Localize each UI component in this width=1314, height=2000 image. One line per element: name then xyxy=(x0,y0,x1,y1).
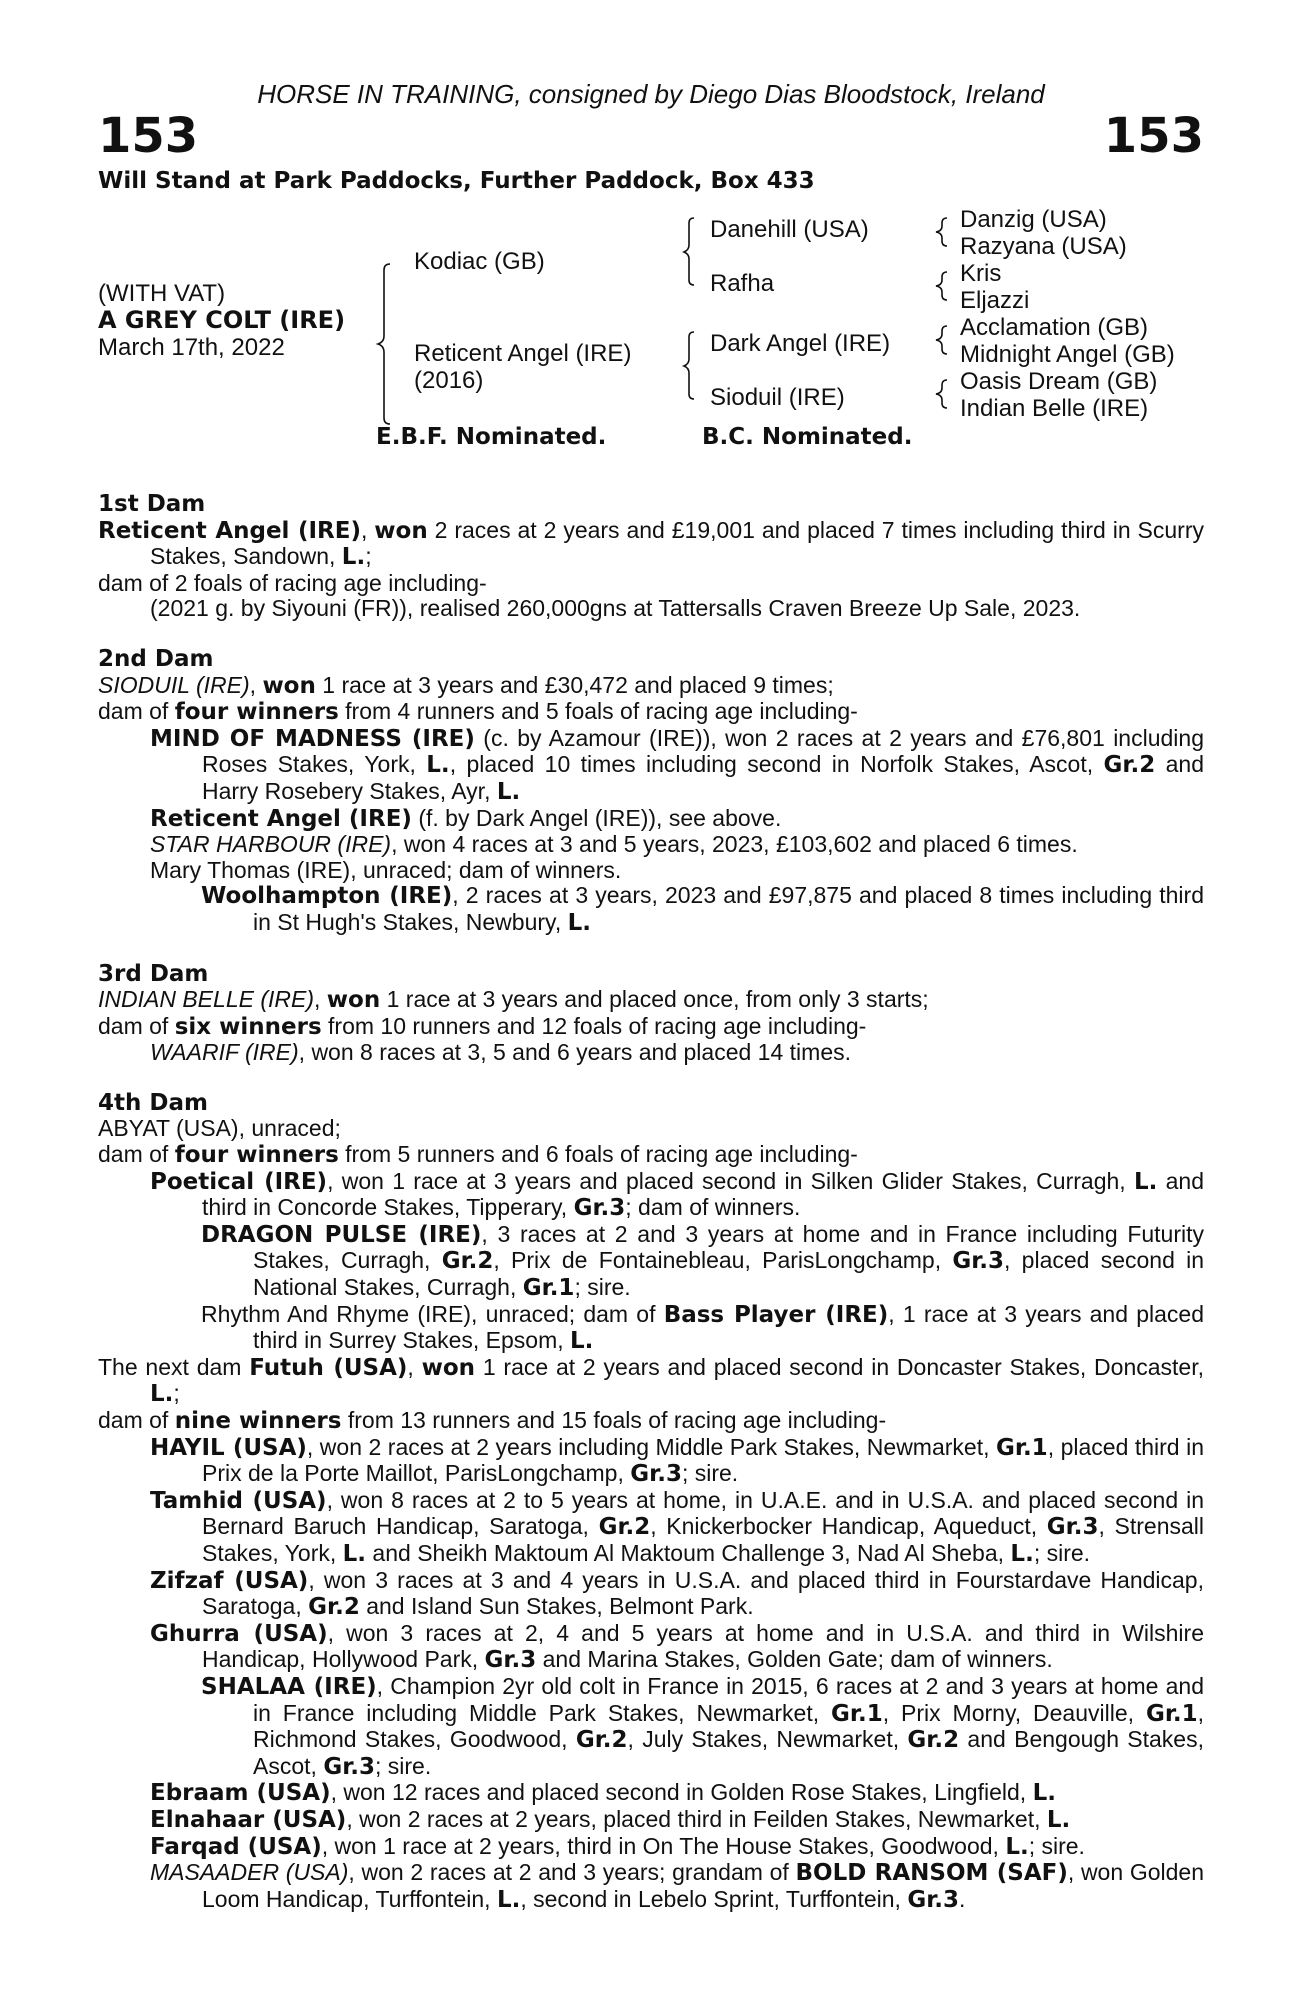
produce-item: WAARIF (IRE), won 8 races at 3, 5 and 6 years and placed 14 times. xyxy=(150,1039,851,1066)
produce-item: STAR HARBOUR (IRE), won 4 races at 3 and 5 years, 2023, £103,602 and placed 6 times. xyxy=(150,831,1078,858)
dam-dam: Sioduil (IRE) xyxy=(710,384,845,411)
granddam-4: Indian Belle (IRE) xyxy=(960,395,1149,422)
second-dam-record: SIODUIL (IRE), won 1 race at 3 years and £30,472 and placed 9 times; xyxy=(98,671,834,699)
granddam-3: Midnight Angel (GB) xyxy=(960,341,1175,368)
lot-number-right: 153 xyxy=(1103,108,1204,164)
dam-sire: Dark Angel (IRE) xyxy=(710,330,891,357)
pedigree-table xyxy=(98,196,1204,458)
second-dam-name: SIODUIL (IRE) xyxy=(98,671,250,698)
third-dam-heading: 3rd Dam xyxy=(98,960,209,987)
sire-dam: Rafha xyxy=(710,270,775,297)
vat-label: (WITH VAT) xyxy=(98,280,226,307)
produce-item: MASAADER (USA), won 2 races at 2 and 3 years; grandam of BOLD RANSOM (SAF), won Golden Loom Handicap, Turffontein, L., second in Lebelo Sprint, Turffontein, Gr.3. xyxy=(150,1859,1204,1913)
produce-item: Poetical (IRE), won 1 race at 3 years and placed second in Silken Glider Stakes, Curragh, L. and third in Concorde Stakes, Tipperary, Gr.3; dam of winners. xyxy=(150,1167,1205,1222)
granddam-1: Razyana (USA) xyxy=(960,233,1127,260)
horse-name: A GREY COLT (IRE) xyxy=(98,306,346,334)
produce-item: HAYIL (USA), won 2 races at 2 years including Middle Park Stakes, Newmarket, Gr.1, placed third in Prix de la Porte Maillot, ParisLongchamp, Gr.3; sire. xyxy=(150,1433,1205,1488)
produce-item: SHALAA (IRE), Champion 2yr old colt in France in 2015, 6 races at 2 and 3 years at home and in France including Middle Park Stakes, Newmarket, Gr.1, Prix Morny, Deauville, Gr.1, Richmond Stakes, Goodwood, Gr.2, July Stakes, Newmarket, Gr.2 and Bengough Stakes, Ascot, Gr.3; sire. xyxy=(201,1672,1205,1780)
second-dam-heading: 2nd Dam xyxy=(98,645,214,672)
first-dam-produce-item: (2021 g. by Siyouni (FR)), realised 260,000gns at Tattersalls Craven Breeze Up Sale, 2023. xyxy=(150,595,1081,622)
bc-nominated: B.C. Nominated. xyxy=(702,424,913,450)
fourth-dam-produce-summary: dam of four winners from 5 runners and 6 foals of racing age including- xyxy=(98,1141,858,1169)
catalogue-page xyxy=(98,78,1204,1913)
produce-item: Zifzaf (USA), won 3 races at 3 and 4 years in U.S.A. and placed third in Fourstardave Handicap, Saratoga, Gr.2 and Island Sun Stakes, Belmont Park. xyxy=(150,1566,1204,1621)
grandsire-3: Acclamation (GB) xyxy=(960,314,1149,341)
stabling-location: Will Stand at Park Paddocks, Further Paddock, Box 433 xyxy=(98,168,815,194)
first-dam-heading: 1st Dam xyxy=(98,491,206,517)
dam-year: (2016) xyxy=(414,367,484,394)
lot-number-left: 153 xyxy=(98,108,199,164)
produce-item: MIND OF MADNESS (IRE) (c. by Azamour (IRE)), won 2 races at 2 years and £76,801 including Roses Stakes, York, L., placed 10 times including second in Norfolk Stakes, Ascot, Gr.2 and Harry Rosebery Stakes, Ayr, L. xyxy=(150,724,1205,805)
fourth-dam-record: ABYAT (USA), unraced; xyxy=(98,1115,341,1142)
grandsire-4: Oasis Dream (GB) xyxy=(960,368,1158,395)
granddam-2: Eljazzi xyxy=(960,287,1030,314)
produce-item: Tamhid (USA), won 8 races at 2 to 5 years at home, in U.A.E. and in U.S.A. and placed second in Bernard Baruch Handicap, Saratoga, Gr.2, Knickerbocker Handicap, Aqueduct, Gr.3, Strensall Stakes, York, L. and Sheikh Maktoum Al Maktoum Challenge 3, Nad Al Sheba, L.; sire. xyxy=(150,1486,1204,1567)
first-dam-record: Reticent Angel (IRE), won 2 races at 2 years and £19,001 and placed 7 times including third in Scurry Stakes, Sandown, L.; xyxy=(98,516,1205,571)
first-dam-name: Reticent Angel (IRE) xyxy=(98,517,361,544)
ebf-nominated: E.B.F. Nominated. xyxy=(376,424,607,450)
dam-name: Reticent Angel (IRE) xyxy=(414,340,632,367)
produce-item: Elnahaar (USA), won 2 races at 2 years, placed third in Feilden Stakes, Newmarket, L. xyxy=(150,1805,1071,1833)
produce-item: Farqad (USA), won 1 race at 2 years, third in On The House Stakes, Goodwood, L.; sire. xyxy=(150,1832,1085,1860)
next-dam-produce-summary: dam of nine winners from 13 runners and 15 foals of racing age including- xyxy=(98,1407,887,1434)
sire-sire: Danehill (USA) xyxy=(710,216,869,243)
produce-item: DRAGON PULSE (IRE), 3 races at 2 and 3 years at home and in France including Futurity Stakes, Curragh, Gr.2, Prix de Fontainebleau, ParisLongchamp, Gr.3, placed second in National Stakes, Curragh, Gr.1; sire. xyxy=(201,1220,1205,1302)
lot-number-row xyxy=(98,108,1204,164)
first-dam-produce-summary: dam of 2 foals of racing age including- xyxy=(98,569,487,596)
produce-item: Woolhampton (IRE), 2 races at 3 years, 2023 and £97,875 and placed 8 times including third in St Hugh's Stakes, Newbury, L. xyxy=(201,882,1204,936)
consignment-line: HORSE IN TRAINING, consigned by Diego Dias Bloodstock, Ireland xyxy=(257,79,1045,109)
sire-name: Kodiac (GB) xyxy=(414,248,545,275)
produce-item: Mary Thomas (IRE), unraced; dam of winners. xyxy=(150,856,622,883)
third-dam-produce-summary: dam of six winners from 10 runners and 12 foals of racing age including- xyxy=(98,1012,867,1040)
produce-item: Ebraam (USA), won 12 races and placed second in Golden Rose Stakes, Lingfield, L. xyxy=(150,1779,1056,1807)
produce-item: Reticent Angel (IRE) (f. by Dark Angel (IRE)), see above. xyxy=(150,804,782,832)
produce-item: Rhythm And Rhyme (IRE), unraced; dam of Bass Player (IRE), 1 race at 3 years and placed third in Surrey Stakes, Epsom, L. xyxy=(201,1300,1205,1355)
produce-record xyxy=(98,492,1204,1913)
third-dam-record: INDIAN BELLE (IRE), won 1 race at 3 years and placed once, from only 3 starts; xyxy=(98,986,929,1014)
grandsire-2: Kris xyxy=(960,260,1002,287)
second-dam-produce-summary: dam of four winners from 4 runners and 5 foals of racing age including- xyxy=(98,698,858,726)
fourth-dam-heading: 4th Dam xyxy=(98,1089,208,1116)
grandsire-1: Danzig (USA) xyxy=(960,206,1107,233)
next-dam-record: The next dam Futuh (USA), won 1 race at 2 years and placed second in Doncaster Stakes, Doncaster, L.; xyxy=(98,1353,1204,1408)
foaling-date: March 17th, 2022 xyxy=(98,334,285,361)
produce-item: Ghurra (USA), won 3 races at 2, 4 and 5 years at home and in U.S.A. and third in Wilshire Handicap, Hollywood Park, Gr.3 and Marina Stakes, Golden Gate; dam of winners. xyxy=(150,1619,1204,1674)
